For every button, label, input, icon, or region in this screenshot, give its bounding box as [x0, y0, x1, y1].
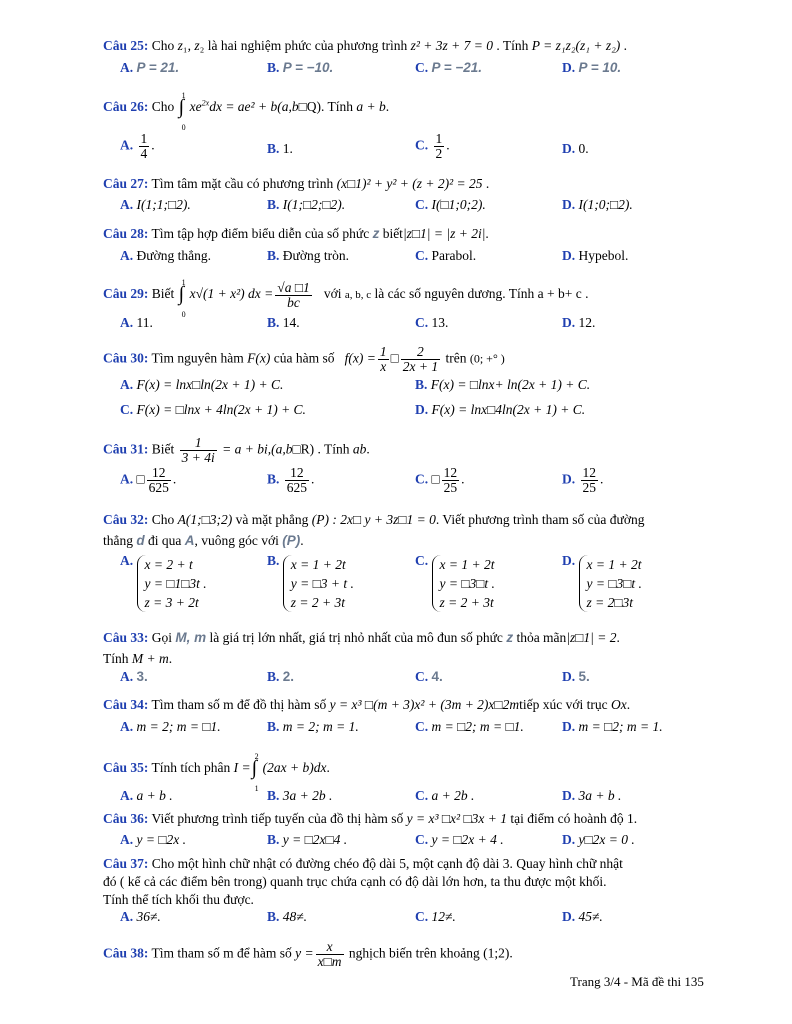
answer-option[interactable]: B. F(x) = □lnx+ ln(2x + 1) + C. [415, 377, 591, 392]
answer-option[interactable]: A. 36≠. [120, 909, 161, 924]
answer-option[interactable]: A. I(1;1;□2). [120, 197, 191, 212]
answers-28 [120, 247, 740, 265]
answers-37 [120, 908, 740, 926]
answer-option[interactable]: B. 14. [267, 315, 300, 330]
answers-31 [120, 465, 740, 495]
answers-33 [120, 668, 740, 686]
question-25: Câu 25: Cho z₁, z₂ là hai nghiệm phức của phương trình z² + 3z + 7 = 0 . Tính P = z₁z₂(z₁ + z₂) . [103, 38, 628, 53]
answer-option[interactable]: C. y = □2x + 4 . [415, 832, 504, 847]
answer-option[interactable]: A. a + b . [120, 788, 173, 803]
answer-option[interactable]: D. 3a + b . [562, 788, 622, 803]
question-33: Câu 33: Gọi M, m là giá trị lớn nhất, giá trị nhỏ nhất của mô đun số phức z thỏa mãn|z□1| = 2. [103, 630, 620, 645]
answer-option[interactable]: D. x = 1 + 2t y = □3□t . z = 2□3t [562, 552, 642, 610]
answers-26 [120, 131, 740, 161]
answer-option[interactable]: D. $\frac{12}{25}$ . [562, 465, 604, 495]
question-37: Câu 37: Cho một hình chữ nhật có đường chéo độ dài 5, một cạnh độ dài 3. Quay hình chữ nhật [103, 856, 623, 871]
answer-option[interactable]: C. Parabol. [415, 248, 477, 263]
answer-option[interactable]: D. 0. [562, 141, 589, 156]
question-37-line2: đó ( kể cả các điểm bên trong) quanh trục chứa cạnh có độ dài lớn hơn, ta thu được một khối. [103, 874, 607, 889]
answers-29 [120, 314, 740, 332]
answer-option[interactable]: B. P = −10. [267, 60, 334, 75]
answer-option[interactable]: D. F(x) = lnx□4ln(2x + 1) + C. [415, 402, 586, 417]
answers-35 [120, 787, 740, 805]
answers-30-row1 [120, 376, 740, 394]
answers-34 [120, 718, 740, 736]
answers-27 [120, 196, 740, 214]
answer-option[interactable]: D. P = 10. [562, 60, 622, 75]
answer-option[interactable]: C. □ $\frac{12}{25}$ . [415, 465, 465, 495]
page-footer: Trang 3/4 - Mã đề thi 135 [570, 974, 704, 989]
answer-option[interactable]: C. 4. [415, 669, 443, 684]
question-36: Câu 36: Viết phương trình tiếp tuyến của đồ thị hàm số y = x³ □x² □3x + 1 tại điểm có hoành độ 1. [103, 811, 638, 826]
answer-option[interactable]: C. I(□1;0;2). [415, 197, 486, 212]
answer-option[interactable]: B. x = 1 + 2t y = □3 + t . z = 2 + 3t [267, 552, 354, 610]
integral-sign: 2 ∫ 1 [251, 752, 259, 793]
integral-sign: 1 ∫ 0 [178, 278, 186, 319]
question-29: Câu 29: Biết 1 ∫ 0 x√(1 + x²) dx = $\frac{√a □1}{bc}$ với a, b, c là các số nguyên dương. Tính a + b+ c . [103, 278, 589, 319]
question-26: Câu 26: Cho 1 ∫ 0 $xe^{2x}dx = ae^2$ + b(a,b□Q). Tính a + b. [103, 91, 390, 132]
answer-option[interactable]: A. y = □2x . [120, 832, 186, 847]
answer-option[interactable]: B. 2. [267, 669, 295, 684]
question-37-line3: Tính thể tích khối thu được. [103, 892, 254, 907]
answers-32 [120, 552, 740, 617]
answer-option[interactable]: D. y□2x = 0 . [562, 832, 635, 847]
answer-option[interactable]: C. 13. [415, 315, 449, 330]
answer-option[interactable]: A. Đường thẳng. [120, 248, 211, 263]
answer-option[interactable]: A. m = 2; m = □1. [120, 719, 221, 734]
question-31: Câu 31: Biết $\frac{1}{3 + 4i}$ = a + bi,(a,b□R) . Tính ab. [103, 435, 370, 465]
answer-option[interactable]: B. Đường tròn. [267, 248, 349, 263]
question-34: Câu 34: Tìm tham số m để đồ thị hàm số y = x³ □(m + 3)x² + (3m + 2)x□2mtiếp xúc với trục Ox. [103, 697, 631, 712]
question-38: Câu 38: Tìm tham số m để hàm số y = $\frac{x}{x□m}$ nghịch biến trên khoảng (1;2). [103, 939, 513, 969]
answer-option[interactable]: A. F(x) = lnx□ln(2x + 1) + C. [120, 377, 284, 392]
question-35: Câu 35: Tính tích phân I = 2 ∫ 1 (2ax + b)dx. [103, 752, 330, 793]
question-32-line2: thẳng d đi qua A, vuông góc với (P). [103, 533, 304, 548]
answer-option[interactable]: D. m = □2; m = 1. [562, 719, 663, 734]
answer-option[interactable]: D. I(1;0;□2). [562, 197, 633, 212]
answer-option[interactable]: C. F(x) = □lnx + 4ln(2x + 1) + C. [120, 402, 306, 417]
answer-option[interactable]: B. 1. [267, 141, 293, 156]
answer-option[interactable]: D. Hypebol. [562, 248, 629, 263]
answer-option[interactable]: C. x = 1 + 2t y = □3□t . z = 2 + 3t [415, 552, 495, 610]
question-33-line2: Tính M + m. [103, 651, 173, 666]
answer-option[interactable]: B. I(1;□2;□2). [267, 197, 346, 212]
answer-option[interactable]: B. 3a + 2b . [267, 788, 333, 803]
answer-option[interactable]: B. m = 2; m = 1. [267, 719, 359, 734]
answer-option[interactable]: B. $\frac{12}{625}$ . [267, 465, 315, 495]
answer-option[interactable]: D. 5. [562, 669, 590, 684]
answer-option[interactable]: A. 11. [120, 315, 153, 330]
answer-option[interactable]: C. $\frac{1}{2}$ . [415, 131, 450, 161]
question-32: Câu 32: Cho A(1;□3;2) và mặt phẳng (P) : 2x□ y + 3z□1 = 0. Viết phương trình tham số của đường [103, 512, 645, 527]
answers-30-row2 [120, 401, 740, 419]
answer-option[interactable]: A. □ $\frac{12}{625}$ . [120, 465, 177, 495]
answers-25 [120, 59, 740, 77]
answer-option[interactable]: D. 45≠. [562, 909, 603, 924]
answer-option[interactable]: C. 12≠. [415, 909, 456, 924]
answer-option[interactable]: A. x = 2 + t y = □1□3t . z = 3 + 2t [120, 552, 207, 610]
answer-option[interactable]: A. P = 21. [120, 60, 180, 75]
answer-option[interactable]: C. m = □2; m = □1. [415, 719, 524, 734]
answer-option[interactable]: C. P = −21. [415, 60, 483, 75]
answers-36 [120, 831, 740, 849]
question-30: Câu 30: Tìm nguyên hàm F(x) của hàm số f(x) = $\frac{1}{x}$ □ $\frac{2}{2x + 1}$ trên (0; +° ) [103, 344, 505, 374]
answer-option[interactable]: A. 3. [120, 669, 148, 684]
integral-sign: 1 ∫ 0 [178, 91, 186, 132]
answer-option[interactable]: A. $\frac{1}{4}$ . [120, 131, 155, 161]
answer-option[interactable]: D. 12. [562, 315, 596, 330]
answer-option[interactable]: C. a + 2b . [415, 788, 475, 803]
question-27: Câu 27: Tìm tâm mặt cầu có phương trình (x□1)² + y² + (z + 2)² = 25 . [103, 176, 490, 191]
answer-option[interactable]: B. y = □2x□4 . [267, 832, 348, 847]
answer-option[interactable]: B. 48≠. [267, 909, 308, 924]
question-28: Câu 28: Tìm tập hợp điểm biểu diễn của số phức z biết|z□1| = |z + 2i|. [103, 226, 489, 241]
